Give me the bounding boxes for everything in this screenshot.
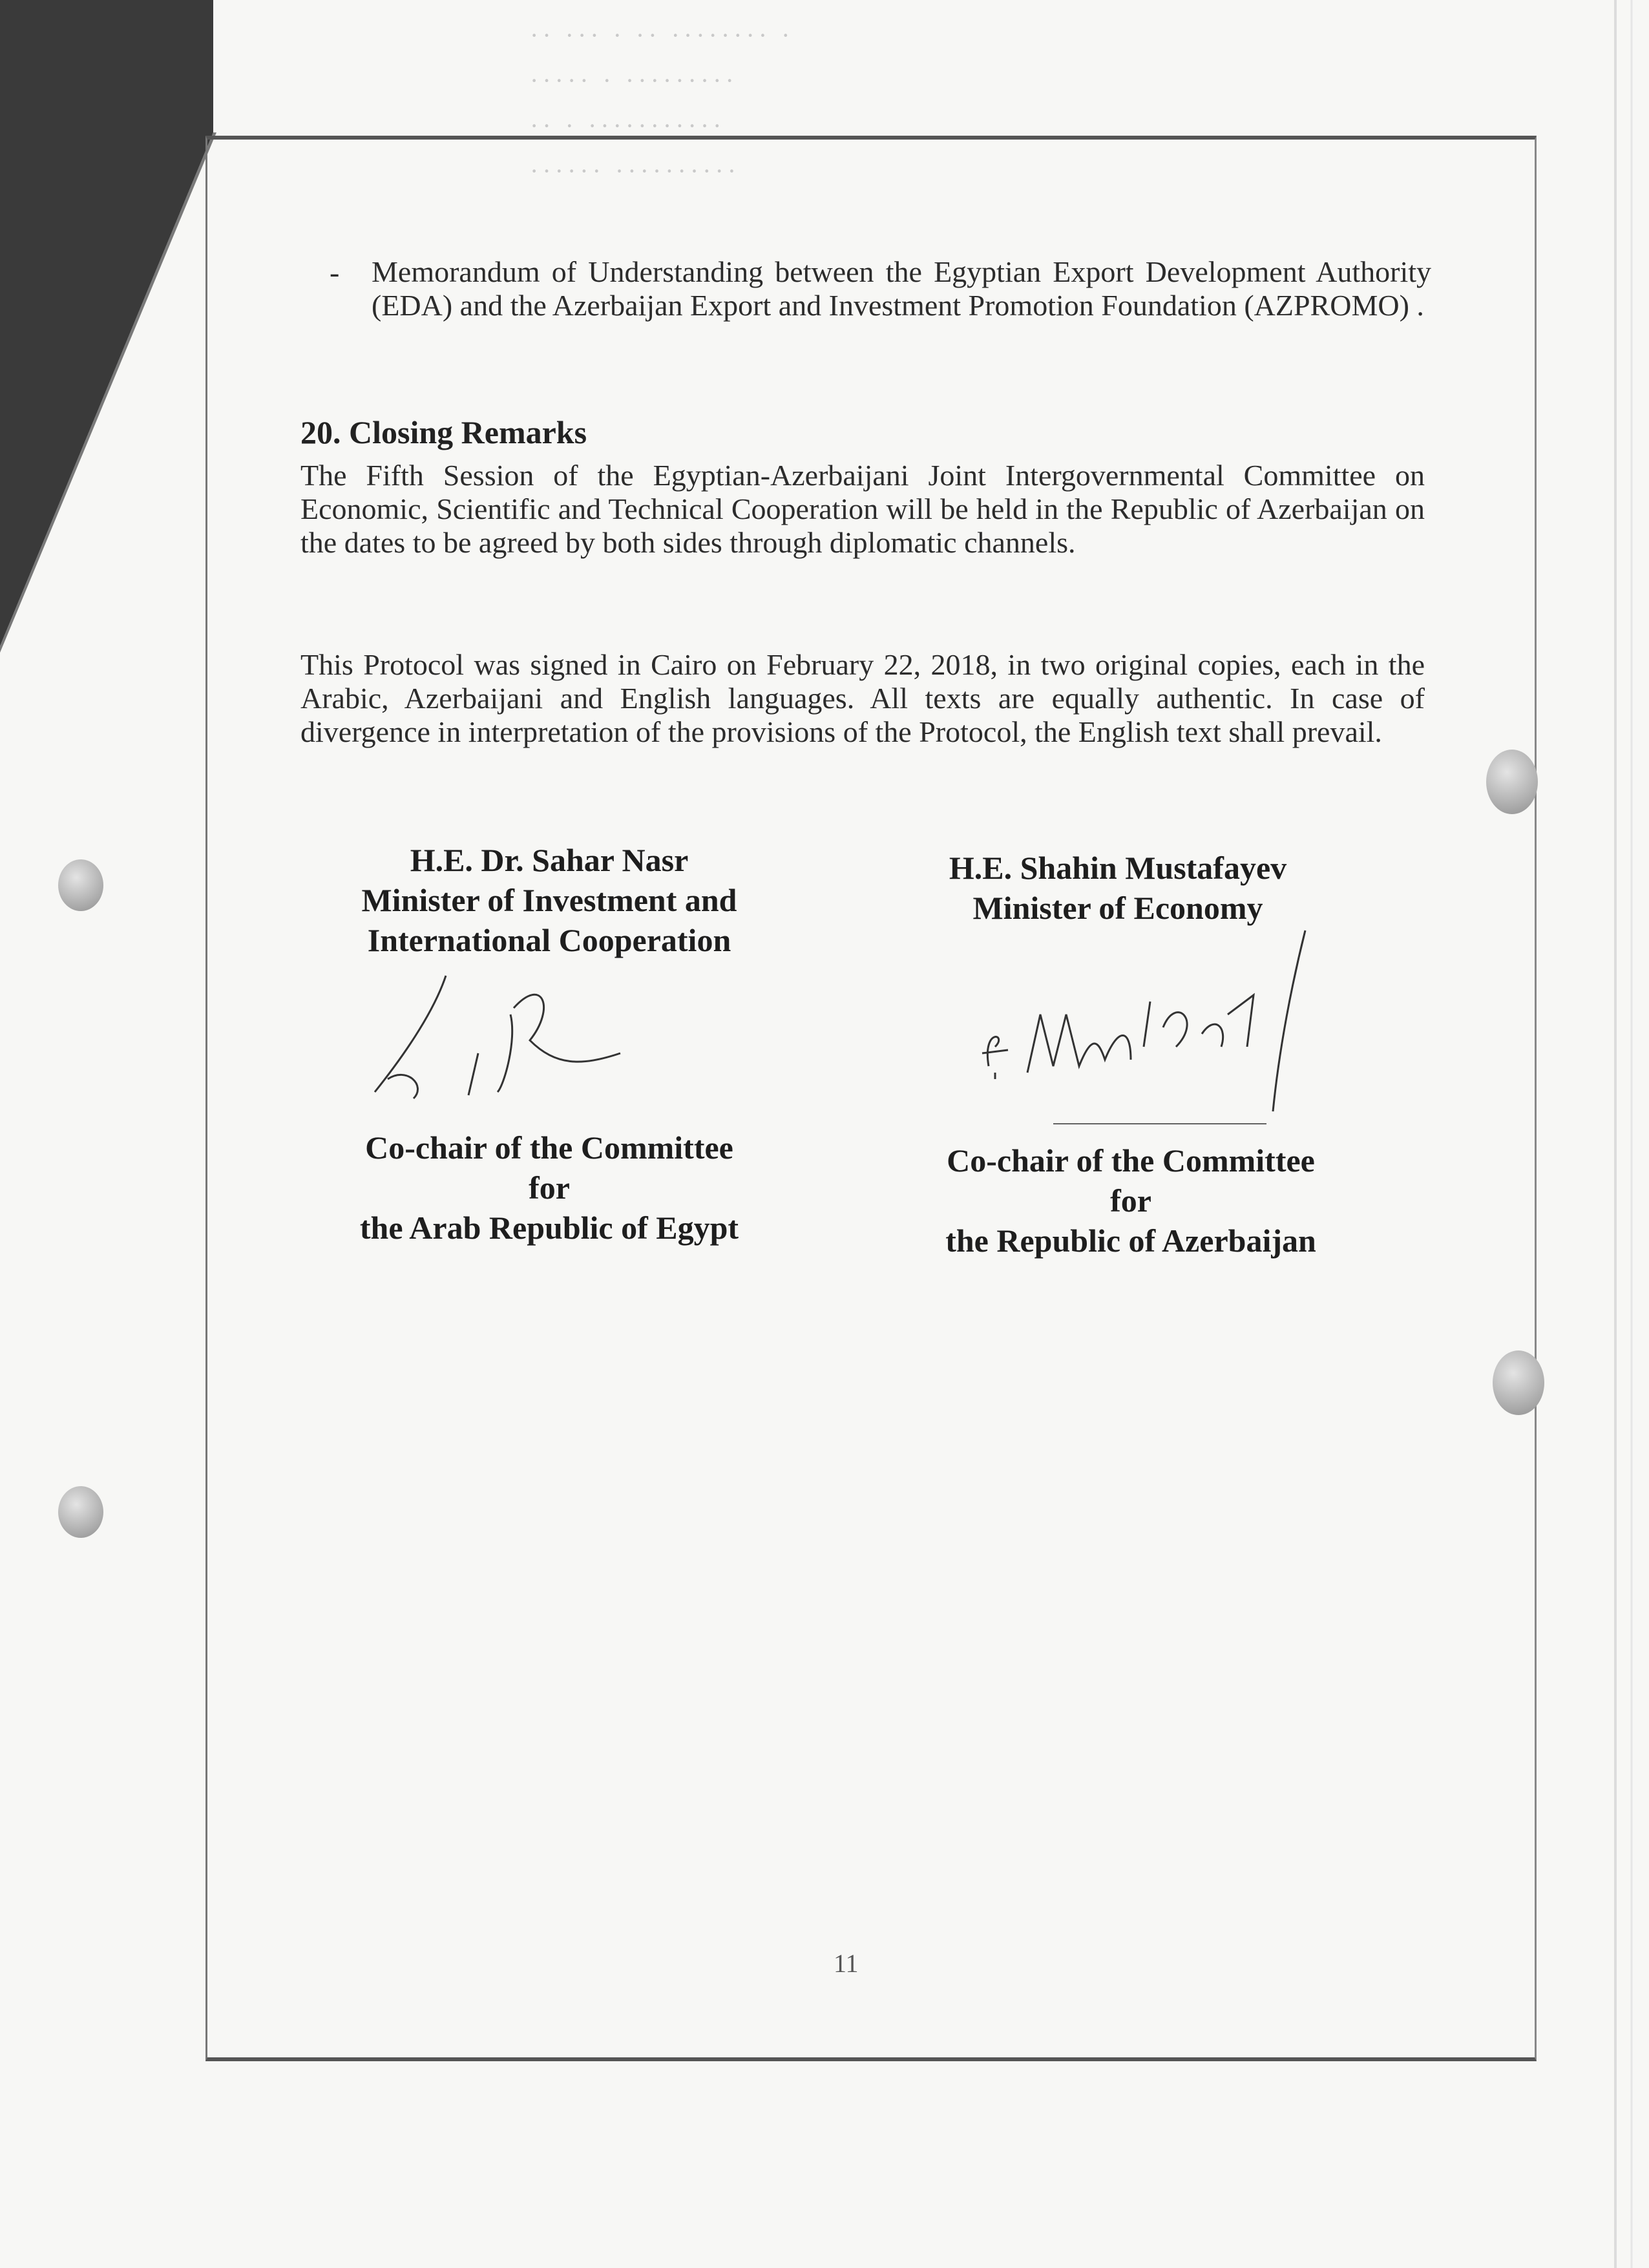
signatory-right (853, 848, 1383, 928)
handwritten-signature-icon (349, 956, 711, 1111)
memo-item-text: Memorandum of Understanding between the Egyptian Export Development Authority (EDA) and the Azerbaijan Export and Investment Promotion Foundation (AZPROMO) . (372, 255, 1431, 322)
cochair-left (304, 1128, 795, 1248)
signatory-left-title-1: Minister of Investment and (361, 882, 737, 918)
cochair-right-line-1: Co-chair of the Committee (947, 1142, 1315, 1179)
cochair-left-line-1: Co-chair of the Committee (365, 1129, 733, 1166)
cochair-left-line-3: the Arab Republic of Egypt (359, 1210, 739, 1246)
page-number: 11 (834, 1949, 859, 1978)
faint-line: ····· · ········· (530, 66, 738, 95)
cochair-right (866, 1140, 1396, 1261)
list-dash: - (330, 256, 340, 289)
faint-line: ······ ·········· (530, 156, 740, 185)
signatory-left-title-2: International Cooperation (367, 922, 731, 958)
handwritten-signature-icon (969, 918, 1370, 1124)
punch-hole-icon (58, 859, 103, 911)
punch-hole-icon (1493, 1350, 1544, 1415)
protocol-paragraph: This Protocol was signed in Cairo on February 22, 2018, in two original copies, each in the Arabic, Azerbaijani and English languages. All texts are equally authentic. In case of divergence in interpretation of the provisions of the Protocol, the English text shall prevail. (300, 648, 1425, 748)
signatory-right-title-1: Minister of Economy (972, 890, 1263, 926)
closing-remarks-paragraph: The Fifth Session of the Egyptian-Azerbaijani Joint Intergovernmental Committee on Economic, Scientific and Technical Cooperation will be held in the Republic of Azerbaijan on the dates to be agreed by both sides through diplomatic channels. (300, 459, 1425, 559)
faint-line: ·· ··· · ·· ········ · (530, 21, 794, 50)
signatory-left-name: H.E. Dr. Sahar Nasr (410, 842, 689, 878)
cochair-right-line-2: for (1110, 1182, 1151, 1219)
signatory-right-name: H.E. Shahin Mustafayev (949, 850, 1287, 886)
punch-hole-icon (1486, 750, 1538, 814)
signatory-left (304, 840, 795, 960)
cochair-left-line-2: for (529, 1170, 570, 1206)
section-heading: 20. Closing Remarks (300, 414, 587, 450)
faint-line: ·· · ··········· (530, 111, 726, 140)
punch-hole-icon (58, 1486, 103, 1538)
cochair-right-line-3: the Republic of Azerbaijan (945, 1223, 1316, 1259)
